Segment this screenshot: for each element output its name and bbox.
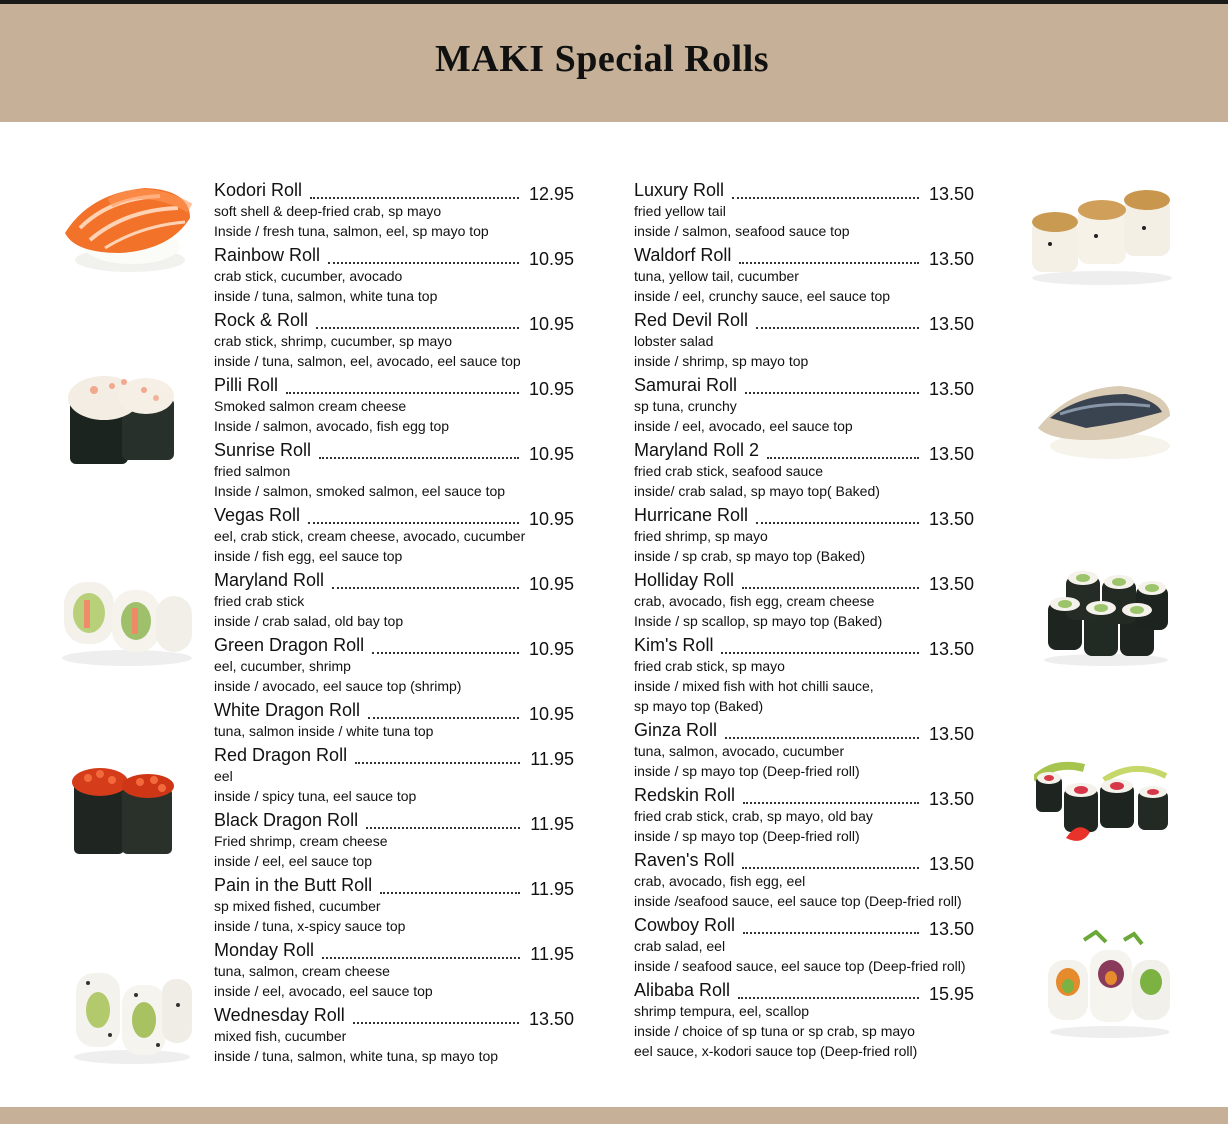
item-price: 10.95 [528, 249, 574, 269]
item-description: inside / tuna, x-spicy sauce top [214, 918, 406, 934]
item-description: inside / sp mayo top (Deep-fried roll) [634, 763, 860, 779]
item-description: inside / eel, eel sauce top [214, 853, 372, 869]
item-description: inside / tuna, salmon, white tuna, sp mayo top [214, 1048, 499, 1064]
item-description: inside / mixed fish with hot chilli sauce, [634, 678, 874, 694]
salmon-nigiri-photo [50, 178, 200, 278]
dot-leader [742, 579, 919, 589]
item-description: inside / salmon, seafood sauce top [634, 223, 850, 239]
menu-item [214, 632, 574, 697]
menu-item [634, 567, 974, 632]
item-price: 13.50 [928, 919, 974, 939]
dot-leader [308, 514, 519, 524]
item-description: Inside / salmon, avocado, fish egg top [214, 418, 450, 434]
dot-leader [322, 949, 520, 959]
item-name: Redskin Roll [634, 785, 736, 805]
item-price: 13.50 [928, 379, 974, 399]
item-name: Vegas Roll [214, 505, 301, 525]
item-price: 10.95 [528, 444, 574, 464]
item-price: 13.50 [928, 854, 974, 874]
item-name: Green Dragon Roll [214, 635, 365, 655]
menu-item [214, 742, 574, 807]
dot-leader [732, 189, 919, 199]
dot-leader [756, 319, 919, 329]
item-name: Monday Roll [214, 940, 315, 960]
item-price: 10.95 [528, 314, 574, 334]
menu-item [634, 307, 974, 372]
menu-item [214, 697, 574, 742]
dot-leader [738, 989, 919, 999]
menu-item [634, 912, 974, 977]
item-price: 13.50 [928, 574, 974, 594]
menu-item [214, 307, 574, 372]
dot-leader [380, 884, 520, 894]
dot-leader [355, 754, 520, 764]
menu-item [634, 847, 974, 912]
item-description: tuna, salmon, cream cheese [214, 963, 390, 979]
item-description: sp mixed fished, cucumber [214, 898, 381, 914]
item-price: 11.95 [530, 944, 574, 964]
item-price: 13.50 [928, 639, 974, 659]
item-name: Rock & Roll [214, 310, 309, 330]
item-description: fried crab stick [214, 593, 305, 609]
dot-leader [366, 819, 520, 829]
item-description: sp tuna, crunchy [634, 398, 737, 414]
item-description: tuna, salmon, avocado, cucumber [634, 743, 845, 759]
item-description: fried crab stick, sp mayo [634, 658, 785, 674]
right-menu-column [634, 177, 974, 1062]
item-description: Smoked salmon cream cheese [214, 398, 407, 414]
item-description: inside / spicy tuna, eel sauce top [214, 788, 417, 804]
menu-item [634, 782, 974, 847]
crab-gunkan-photo [64, 368, 180, 472]
item-description: inside / tuna, salmon, white tuna top [214, 288, 438, 304]
menu-item [214, 437, 574, 502]
item-price: 13.50 [928, 789, 974, 809]
dot-leader [316, 319, 519, 329]
menu-item [214, 872, 574, 937]
item-name: Waldorf Roll [634, 245, 732, 265]
item-name: Maryland Roll [214, 570, 325, 590]
item-price: 10.95 [528, 639, 574, 659]
dot-leader [286, 384, 519, 394]
menu-item [214, 502, 574, 567]
item-name: Maryland Roll 2 [634, 440, 760, 460]
item-description: Inside / salmon, smoked salmon, eel sauce top [214, 483, 506, 499]
menu-item [634, 717, 974, 782]
item-name: Sunrise Roll [214, 440, 312, 460]
item-description: eel sauce, x-kodori sauce top (Deep-fried roll) [634, 1043, 918, 1059]
item-description: fried yellow tail [634, 203, 726, 219]
item-description: eel [214, 768, 233, 784]
item-name: Samurai Roll [634, 375, 738, 395]
item-description: inside / eel, avocado, eel sauce top [634, 418, 853, 434]
item-price: 11.95 [530, 749, 574, 769]
menu-item [214, 807, 574, 872]
item-description: fried crab stick, seafood sauce [634, 463, 824, 479]
item-description: tuna, salmon inside / white tuna top [214, 723, 434, 739]
item-name: Wednesday Roll [214, 1005, 345, 1025]
veggie-roll-photo [1044, 930, 1174, 1040]
menu-item [634, 632, 974, 717]
item-description: fried salmon [214, 463, 291, 479]
page-title: MAKI Special Rolls [434, 38, 770, 80]
menu-item [634, 977, 974, 1062]
mackerel-nigiri-photo [1030, 378, 1175, 463]
dot-leader [372, 644, 519, 654]
menu-item [634, 502, 974, 567]
item-description: inside / avocado, eel sauce top (shrimp) [214, 678, 462, 694]
menu-item [214, 177, 574, 242]
menu-item [214, 242, 574, 307]
item-name: Hurricane Roll [634, 505, 749, 525]
dot-leader [743, 794, 919, 804]
item-name: Luxury Roll [634, 180, 725, 200]
item-description: soft shell & deep-fried crab, sp mayo [214, 203, 442, 219]
item-description: crab, avocado, fish egg, eel [634, 873, 806, 889]
item-price: 13.50 [928, 249, 974, 269]
item-name: Kim's Roll [634, 635, 714, 655]
item-name: Black Dragon Roll [214, 810, 359, 830]
item-name: Rainbow Roll [214, 245, 321, 265]
item-description: fried crab stick, crab, sp mayo, old bay [634, 808, 873, 824]
item-description: inside / sp mayo top (Deep-fried roll) [634, 828, 860, 844]
california-roll-photo [52, 570, 197, 668]
item-description: fried shrimp, sp mayo [634, 528, 768, 544]
item-name: Pilli Roll [214, 375, 279, 395]
item-description: inside /seafood sauce, eel sauce top (Deep-fried roll) [634, 893, 962, 909]
item-price: 13.50 [928, 444, 974, 464]
item-description: sp mayo top (Baked) [634, 698, 764, 714]
item-description: crab stick, cucumber, avocado [214, 268, 403, 284]
item-description: tuna, yellow tail, cucumber [634, 268, 799, 284]
item-price: 10.95 [528, 704, 574, 724]
dot-leader [353, 1014, 519, 1024]
cucumber-maki-photo [1040, 568, 1172, 666]
menu-item [214, 567, 574, 632]
item-description: Inside / sp scallop, sp mayo top (Baked) [634, 613, 883, 629]
item-price: 10.95 [528, 574, 574, 594]
header-band [0, 4, 1228, 122]
item-description: crab stick, shrimp, cucumber, sp mayo [214, 333, 453, 349]
item-price: 13.50 [928, 724, 974, 744]
menu-item [214, 937, 574, 1002]
dot-leader [756, 514, 919, 524]
dot-leader [745, 384, 919, 394]
menu-item [634, 437, 974, 502]
item-price: 13.50 [928, 314, 974, 334]
menu-item [634, 372, 974, 437]
item-name: Holliday Roll [634, 570, 735, 590]
dot-leader [743, 924, 919, 934]
item-description: lobster salad [634, 333, 714, 349]
item-description: eel, cucumber, shrimp [214, 658, 351, 674]
item-description: mixed fish, cucumber [214, 1028, 347, 1044]
ikura-gunkan-photo [70, 758, 178, 862]
item-name: Kodori Roll [214, 180, 303, 200]
dot-leader [739, 254, 919, 264]
dot-leader [742, 859, 918, 869]
item-price: 10.95 [528, 379, 574, 399]
item-name: Red Devil Roll [634, 310, 749, 330]
item-description: inside / seafood sauce, eel sauce top (Deep-fried roll) [634, 958, 966, 974]
dot-leader [319, 449, 519, 459]
dot-leader [328, 254, 519, 264]
footer-band [0, 1107, 1228, 1124]
item-description: inside / shrimp, sp mayo top [634, 353, 809, 369]
dot-leader [725, 729, 919, 739]
item-name: Ginza Roll [634, 720, 718, 740]
dot-leader [310, 189, 519, 199]
item-price: 13.50 [928, 509, 974, 529]
item-description: inside/ crab salad, sp mayo top( Baked) [634, 483, 880, 499]
item-description: inside / fish egg, eel sauce top [214, 548, 403, 564]
item-description: inside / eel, avocado, eel sauce top [214, 983, 433, 999]
item-price: 12.95 [528, 184, 574, 204]
menu-item [634, 242, 974, 307]
item-description: inside / tuna, salmon, eel, avocado, eel sauce top [214, 353, 521, 369]
item-name: Alibaba Roll [634, 980, 731, 1000]
left-menu-column [214, 177, 574, 1067]
item-price: 15.95 [928, 984, 974, 1004]
crunchy-roll-photo [1026, 184, 1176, 286]
item-description: Fried shrimp, cream cheese [214, 833, 388, 849]
item-name: White Dragon Roll [214, 700, 361, 720]
item-description: Inside / fresh tuna, salmon, eel, sp mayo top [214, 223, 489, 239]
item-description: inside / choice of sp tuna or sp crab, sp mayo [634, 1023, 915, 1039]
item-price: 11.95 [530, 879, 574, 899]
dot-leader [767, 449, 919, 459]
item-description: crab, avocado, fish egg, cream cheese [634, 593, 875, 609]
item-price: 13.50 [928, 184, 974, 204]
item-description: inside / sp crab, sp mayo top (Baked) [634, 548, 866, 564]
item-price: 10.95 [528, 509, 574, 529]
item-name: Raven's Roll [634, 850, 735, 870]
menu-item [214, 372, 574, 437]
menu-item [214, 1002, 574, 1067]
item-price: 13.50 [528, 1009, 574, 1029]
item-name: Red Dragon Roll [214, 745, 348, 765]
dot-leader [332, 579, 519, 589]
item-description: eel, crab stick, cream cheese, avocado, cucumber [214, 528, 526, 544]
dot-leader [721, 644, 919, 654]
menu-item [634, 177, 974, 242]
item-description: inside / crab salad, old bay top [214, 613, 404, 629]
item-name: Pain in the Butt Roll [214, 875, 373, 895]
item-price: 11.95 [530, 814, 574, 834]
tuna-maki-photo [1034, 760, 1174, 850]
item-name: Cowboy Roll [634, 915, 736, 935]
item-description: shrimp tempura, eel, scallop [634, 1003, 810, 1019]
dot-leader [368, 709, 519, 719]
sesame-california-roll-photo [70, 965, 196, 1065]
item-description: inside / eel, crunchy sauce, eel sauce top [634, 288, 891, 304]
item-description: crab salad, eel [634, 938, 726, 954]
